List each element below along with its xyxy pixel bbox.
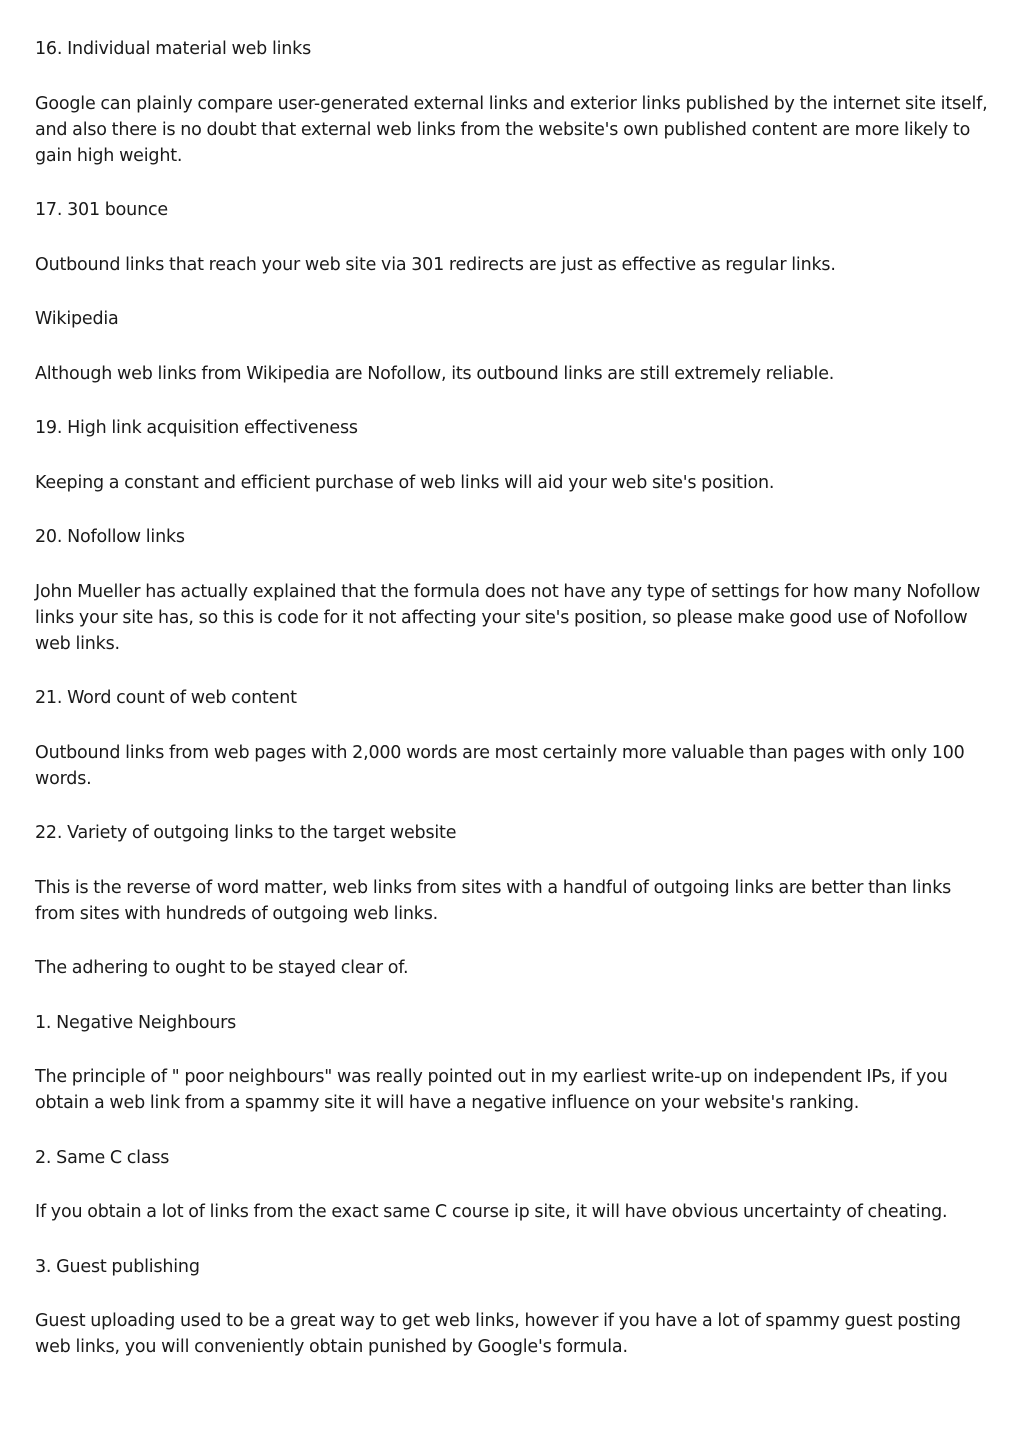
paragraph-same-c-class: If you obtain a lot of links from the exact same C course ip site, it will have obvious uncertainty of cheating. bbox=[35, 1202, 948, 1222]
paragraph-link-acquisition: Keeping a constant and efficient purchase of web links will aid your web site's position. bbox=[35, 472, 775, 493]
document-body bbox=[35, 36, 990, 1389]
paragraph-outgoing-links-variety: This is the reverse of word matter, web links from sites with a handful of outgoing links are better than links from sites with hundreds of outgoing web links. bbox=[35, 877, 952, 924]
heading-nofollow-links: 20. Nofollow links bbox=[35, 527, 185, 547]
heading-word-count: 21. Word count of web content bbox=[35, 688, 297, 708]
heading-same-c-class: 2. Same C class bbox=[35, 1147, 170, 1168]
heading-301-bounce: 17. 301 bounce bbox=[35, 200, 168, 220]
heading-link-acquisition: 19. High link acquisition effectiveness bbox=[35, 418, 358, 438]
heading-negative-neighbours: 1. Negative Neighbours bbox=[35, 1012, 237, 1033]
heading-guest-publishing: 3. Guest publishing bbox=[35, 1256, 200, 1277]
paragraph-user-generated-links: Google can plainly compare user-generated external links and exterior links published by the internet site itself, and also there is no doubt that external web links from the website's own published content are more likely to gain high weight. bbox=[35, 93, 988, 166]
paragraph-guest-publishing: Guest uploading used to be a great way to get web links, however if you have a lot of spammy guest posting web links, you will conveniently obtain punished by Google's formula. bbox=[35, 1311, 961, 1357]
paragraph-nofollow-links: John Mueller has actually explained that the formula does not have any type of settings for how many Nofollow links your site has, so this is code for it not affecting your site's position, so please make good use of Nofollow web links. bbox=[35, 581, 981, 654]
heading-individual-material-links: 16. Individual material web links bbox=[35, 39, 312, 59]
paragraph-avoid-intro: The adhering to ought to be stayed clear of. bbox=[35, 958, 409, 978]
paragraph-301-redirects: Outbound links that reach your web site via 301 redirects are just as effective as regular links. bbox=[35, 254, 836, 275]
heading-wikipedia: Wikipedia bbox=[35, 309, 119, 329]
paragraph-wikipedia-links: Although web links from Wikipedia are Nofollow, its outbound links are still extremely reliable. bbox=[35, 363, 835, 384]
heading-outgoing-links-variety: 22. Variety of outgoing links to the target website bbox=[35, 823, 457, 843]
paragraph-word-count: Outbound links from web pages with 2,000 words are most certainly more valuable than pages with only 100 words. bbox=[35, 742, 965, 789]
paragraph-negative-neighbours: The principle of " poor neighbours" was really pointed out in my earliest write-up on independent IPs, if you obtain a web link from a spammy site it will have a negative influence on your website's ranking. bbox=[35, 1067, 948, 1113]
